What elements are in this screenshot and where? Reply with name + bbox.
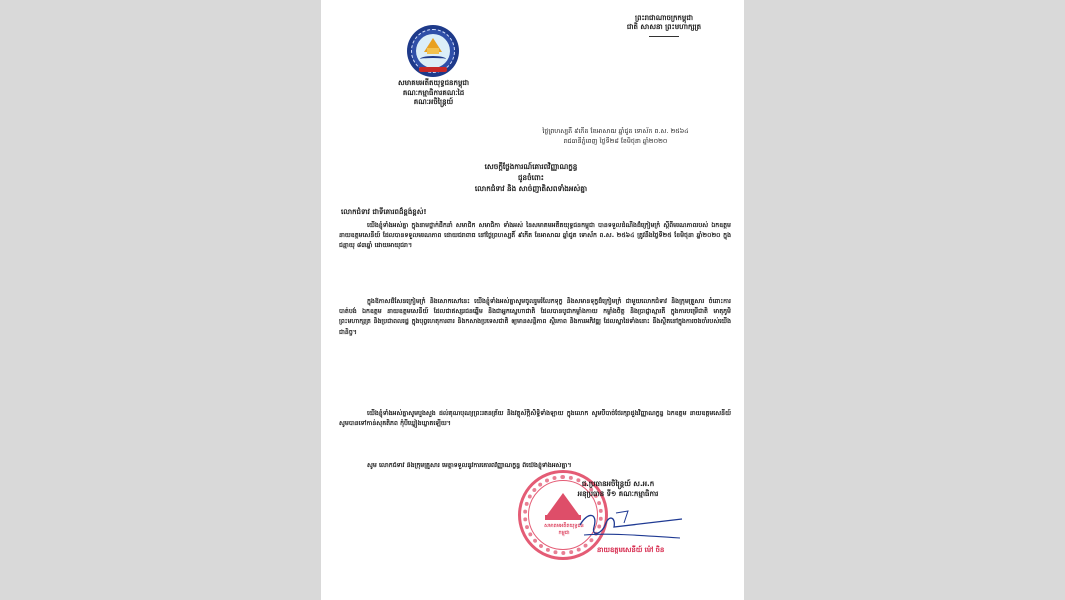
title-line-3: លោកជំទាវ និង សាច់ញាតិសពទាំងអស់គ្នា: [474, 184, 588, 193]
letter-date: [503, 127, 728, 146]
org-line-1: សមាគមអតីតយុទ្ធជនកម្ពុជា: [397, 79, 470, 87]
title-line-2: ជូនចំពោះ: [518, 173, 544, 182]
signatory-line-2: អនុប្រធាន ទី១ គណៈកម្មាធិការ: [577, 489, 659, 498]
paragraph-2: ក្នុងឱកាសដ៏សែនក្រៀមក្រំ និងសោកសៅនេះ យើងខ្ញុំទាំងអស់គ្នាសូមចូលរួមរំលែកទុក្ខ និងសមានទុក្ខដ៏ក្រៀមក្រំ ជាមួយលោកជំទាវ និងក្រុមគ្រួសារ ចំពោះការបាត់បង់ ឯកឧត្តម នាយឧត្តមសេនីយ៍ ដែលជាឥស្សរជនឆ្នើម និងជាអ្នកស្នេហាជាតិ ដែលបានបូជាកម្លាំងកាយ កម្លាំងចិត្ត និងប្រាជ្ញាស្មារតី ក្នុងការបម្រើជាតិ មាតុភូមិ ព្រះមហាក្សត្រ និងប្រជាពលរដ្ឋ ក្នុងបុព្វហេតុការពារ និងកសាងប្រទេសជាតិ ឲ្យមានសន្តិភាព ស្ថិរភាព និងការអភិវឌ្ឍ ដែលស្នាដៃទាំងនោះ នឹងស្ថិតនៅក្នុងការចងចាំរបស់យើងជានិច្ច។: [339, 298, 731, 336]
salutation: លោកជំទាវ ជាទីគោរពដ៏ខ្ពង់ខ្ពស់!: [341, 208, 427, 216]
organization-name: [361, 79, 506, 108]
kingdom-line: ព្រះរាជាណាចក្រកម្ពុជា: [634, 14, 693, 22]
motto-line: ជាតិ សាសនា ព្រះមហាក្សត្រ: [626, 23, 702, 31]
letter-page: [321, 0, 744, 600]
signer-name: នាយឧត្តមសេនីយ៍ ម៉ៅ ចិន: [597, 546, 665, 554]
paragraph-1: យើងខ្ញុំទាំងអស់គ្នា ក្នុងនាមថ្នាក់ដឹកនាំ សមាជិក សមាជិកា ទាំងអស់ នៃសមាគមអតីតយុទ្ធជនកម្ពុជា បានទទួលដំណឹងដ៏ក្រៀមក្រំ ស្តីពីមរណភាពរបស់ ឯកឧត្តម នាយឧត្តមសេនីយ៍ ដែលបានទទួលមរណភាព ដោយជរាពាធ នៅថ្ងៃព្រហស្បតិ៍ ៩កើត ខែអាសាឍ ឆ្នាំជូត ទោស័ក ព.ស. ២៥៦៤ ត្រូវនឹងថ្ងៃទី២៥ ខែមិថុនា ឆ្នាំ២០២០ ក្នុងជន្មាយុ ៨៣ឆ្នាំ ដោយអាយុជរា។: [339, 222, 731, 250]
national-header: [589, 14, 739, 37]
seal-label: សមាគមអតីតយុទ្ធជន កម្ពុជា: [544, 523, 584, 536]
letter-title: [381, 161, 681, 194]
lunar-date: ថ្ងៃព្រហស្បតិ៍ ៩កើត ខែអាសាឍ ឆ្នាំជូត ទោស័ក ព.ស. ២៥៦៤: [542, 128, 689, 135]
handwritten-signature-icon: [576, 505, 686, 545]
signatory-title: [533, 480, 703, 499]
org-line-3: គណៈអចិន្ត្រៃយ៍: [413, 98, 454, 106]
signatory-line-1: ជ.ប្រធានអចិន្ត្រៃយ៍ ស.អ.ក: [581, 480, 655, 488]
org-line-2: គណៈកម្មាធិការគណៈដៃ: [402, 88, 465, 97]
closing-line: សូម លោកជំទាវ និងក្រុមគ្រួសារ មេត្តាទទួលនូវការគោរពវិញ្ញាណក្ខន្ធ ពីយើងខ្ញុំទាំងអស់គ្នា។: [367, 462, 572, 469]
paragraph-3: យើងខ្ញុំទាំងអស់គ្នាសូមបួងសួង ដល់គុណបុណ្យព្រះរតនត្រ័យ និងវត្ថុស័ក្តិសិទ្ធិទាំងឡាយ ក្នុងលោក សូមបីបាច់ថែរក្សាដួងវិញ្ញាណក្ខន្ធ ឯកឧត្តម នាយឧត្តមសេនីយ៍ សូមបានទៅកាន់សុគតិភព កុំបីឃ្លៀងឃ្លាតឡើយ។: [339, 410, 731, 428]
header-ornament: [649, 36, 679, 37]
solar-date: រាជធានីភ្នំពេញ ថ្ងៃទី២៨ ខែមិថុនា ឆ្នាំ២០២០: [563, 137, 668, 145]
title-line-1: សេចក្តីថ្លែងការណ៍គោរពវិញ្ញាណក្ខន្ធ: [484, 162, 578, 171]
organization-logo-icon: [407, 25, 459, 77]
